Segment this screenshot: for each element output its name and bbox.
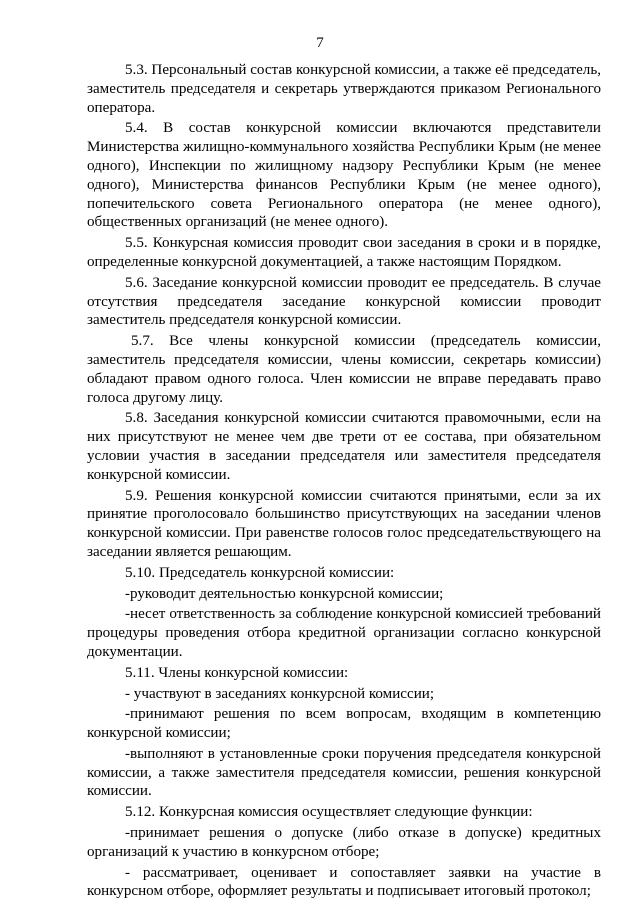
paragraph-5-10: 5.10. Председатель конкурсной комиссии: bbox=[125, 564, 395, 581]
paragraph-5-12: 5.12. Конкурсная комиссия осуществляет следующие функции: bbox=[125, 804, 533, 821]
paragraph-5-5: 5.5. Конкурсная комиссия проводит свои заседания в сроки и в порядке, определенные конкурсной документацией, а также настоящим Порядком. bbox=[87, 235, 601, 270]
list-item-5-12-a: -принимает решения о допуске (либо отказе в допуске) кредитных организаций к участию в конкурсном отборе; bbox=[87, 825, 601, 860]
page-number: 7 bbox=[316, 35, 324, 51]
list-item-5-11-b: -принимают решения по всем вопросам, входящим в компетенцию конкурсной комиссии; bbox=[87, 706, 601, 742]
paragraph-5-4: 5.4. В состав конкурсной комиссии включаются представители Министерства жилищно-коммунального хозяйства Республики Крым (не менее одного), Инспекции по жилищному надзору Республики Крым (не менее одного), Министерства финансов Республики Крым (не менее одного), попечительского совета Регионального оператора (не менее одного), общественных организаций (не менее одного). bbox=[87, 120, 601, 231]
paragraph-5-3: 5.3. Персональный состав конкурсной комиссии, а также её председатель, заместитель председателя и секретарь утверждаются приказом Регионального оператора. bbox=[87, 62, 601, 116]
list-item-5-10-b: -несет ответственность за соблюдение конкурсной комиссией требований процедуры проведения отбора кредитной организации согласно конкурсной документации. bbox=[87, 606, 601, 660]
paragraph-5-11: 5.11. Члены конкурсной комиссии: bbox=[125, 664, 349, 681]
document-body bbox=[87, 61, 601, 903]
paragraph-5-9: 5.9. Решения конкурсной комиссии считаются принятыми, если за их принятие проголосовало большинство присутствующих на заседании членов конкурсной комиссии. При равенстве голосов голос председательствующего на заседании является решающим. bbox=[87, 487, 601, 560]
paragraph-5-8: 5.8. Заседания конкурсной комиссии считаются правомочными, если на них присутствуют не менее чем две трети от ее состава, при обязательном условии участия в заседании председателя или заместителя председателя конкурсной комиссии. bbox=[87, 410, 601, 483]
list-item-5-12-b: - рассматривает, оценивает и сопоставляет заявки на участие в конкурсном отборе, оформляет результаты и подписывает итоговый протокол; bbox=[87, 864, 601, 900]
paragraph-5-7: 5.7. Все члены конкурсной комиссии (председатель комиссии, заместитель председателя комиссии, члены комиссии, секретарь комиссии) обладают правом одного голоса. Член комиссии не вправе передавать право голоса другому лицу. bbox=[87, 333, 601, 406]
paragraph-5-6: 5.6. Заседание конкурсной комиссии проводит ее председатель. В случае отсутствия председателя заседание конкурсной комиссии проводит заместитель председателя конкурсной комиссии. bbox=[87, 274, 601, 329]
list-item-5-11-a: - участвуют в заседаниях конкурсной комиссии; bbox=[125, 685, 435, 702]
list-item-5-10-a: -руководит деятельностью конкурсной комиссии; bbox=[125, 585, 444, 602]
list-item-5-11-c: -выполняют в установленные сроки поручения председателя конкурсной комиссии, а также заместителя председателя комиссии, решения конкурсной комиссии. bbox=[87, 745, 601, 800]
